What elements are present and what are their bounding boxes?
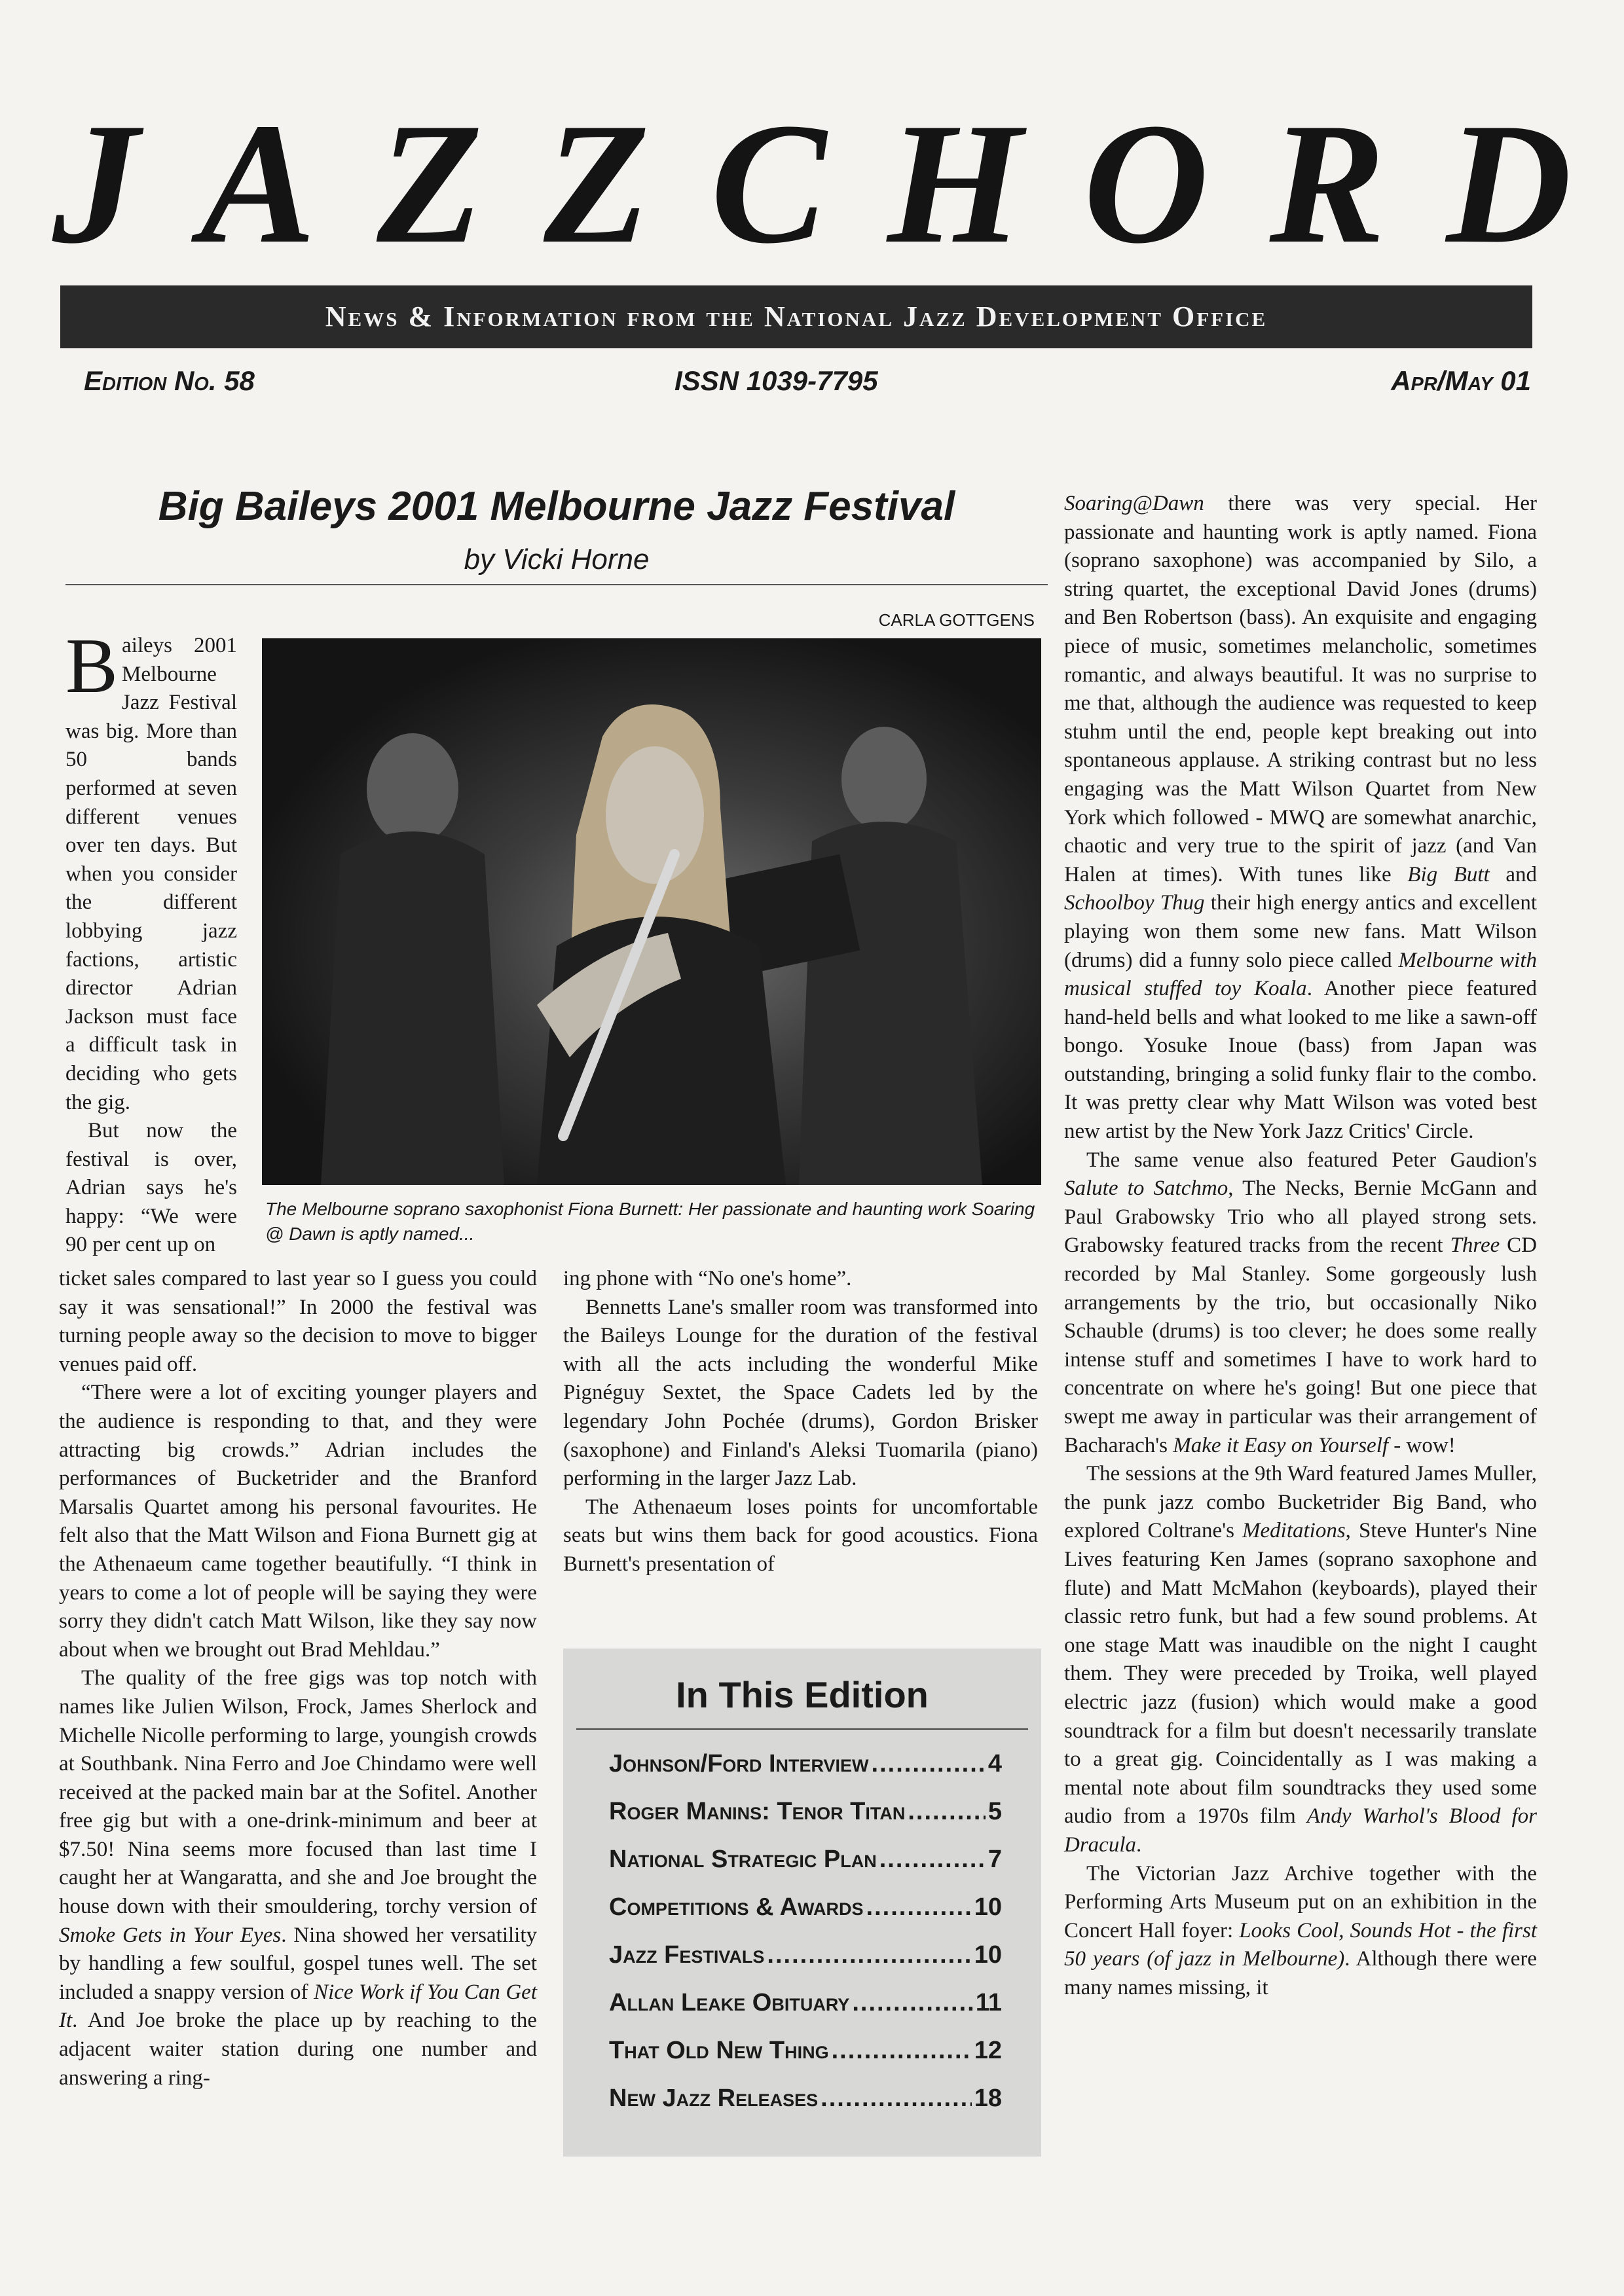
contents-item-label: Roger Manins: Tenor Titan <box>609 1798 906 1825</box>
photo-illustration <box>262 638 1041 1185</box>
contents-item[interactable] <box>609 2037 1002 2085</box>
in-this-edition-box <box>563 1649 1041 2157</box>
contents-item[interactable] <box>609 1989 1002 2037</box>
lead-text: aileys 2001 Melbourne Jazz Festival was big. More than 50 bands performed at seven different venues over ten days. But when you consider the different lobbying jazz factions, artistic director Adrian Jackson must face a difficult task in deciding who gets the gig. <box>65 634 237 1114</box>
leader-dots <box>767 1941 971 1969</box>
article-paragraph <box>1064 1146 1537 1461</box>
song-title: Nice Work if You Can Get It <box>59 1980 537 2033</box>
contents-list <box>609 1750 1002 2132</box>
photo-caption: The Melbourne soprano saxophonist Fiona Burnett: Her passionate and haunting work Soaring @ Dawn is aptly named... <box>265 1199 1035 1244</box>
contents-item[interactable] <box>609 1750 1002 1798</box>
masthead-letter: D <box>1446 87 1572 280</box>
masthead-letter: C <box>710 87 827 280</box>
issn: ISSN 1039-7795 <box>674 365 878 396</box>
contents-item-label: That Old New Thing <box>609 2037 829 2064</box>
contents-item-page: 10 <box>974 1893 1002 1921</box>
masthead-letter: Z <box>544 87 650 280</box>
article-lead-column <box>65 622 237 1260</box>
contents-item[interactable] <box>609 1941 1002 1989</box>
edition-date: Apr/May 01 <box>1391 365 1531 396</box>
drop-cap: B <box>65 622 119 709</box>
text-run: there was very special. Her passionate and haunting work is aptly named. Fiona (soprano saxophone) was accompanied by Silo, a string quartet, the exceptional David Jones (drums) and Ben Robertson (bass). An exquisite and engaging piece of music, sometimes melancholic, sometimes romantic, and always beautiful. It was no surprise to me that, although the audience was requested to keep stuhm until the end, people kept breaking out into spontaneous applause. A striking contrast but no less engaging was the Matt Wilson Quartet from New York which followed - MWQ are somewhat anarchic, chaotic and very true to the spirit of jazz (and Van Halen at times). With tunes like <box>1064 492 1537 886</box>
text-run: CD recorded by Mal Stanley. Some gorgeously lush arrangements by the trio, but occasionally Niko Schauble (drums) is too clever; he does some really intense stuff and sometimes I have to work hard to concentrate on where he's going! But one piece that swept me away in particular was their arrangement of Bacharach's <box>1064 1233 1537 1457</box>
tune-title: Schoolboy Thug <box>1064 891 1205 915</box>
text-run: . Although there were many names missing, it <box>1064 1947 1537 1999</box>
leader-dots <box>908 1798 986 1826</box>
article-paragraph <box>1064 1860 1537 2003</box>
article-paragraph: Bennetts Lane's smaller room was transformed into the Baileys Lounge for the duration of the festival with all the acts including the wonderful Mike Pignéguy Sextet, the Space Cadets led by the legendary John Pochée (drums), Gordon Brisker (saxophone) and Finland's Aleksi Tuomarila (piano) performing in the larger Jazz Lab. <box>563 1295 1038 1491</box>
text-run: . And Joe broke the place up by reaching to the adjacent waiter station during one number and answering a ring- <box>59 2009 537 2090</box>
piece-title: Melbourne with musical stuffed toy Koala <box>1064 948 1537 1001</box>
contents-item[interactable] <box>609 2085 1002 2132</box>
article-paragraph: ticket sales compared to last year so I guess you could say it was sensational!” In 2000 the festival was turning people away so the decision to move to bigger venues paid off. <box>59 1267 537 1376</box>
film-title: Andy Warhol's Blood for Dracula <box>1064 1804 1537 1857</box>
article-paragraph <box>1064 1460 1537 1859</box>
text-run: The same venue also featured Peter Gaudion's <box>1086 1148 1537 1172</box>
text-run: . Nina showed her versatility by handling a few soulful, gospel tunes well. The set included a snappy version of <box>59 1923 538 2004</box>
article-column-1 <box>59 1265 537 2092</box>
contents-item-label: Allan Leake Obituary <box>609 1989 850 2016</box>
masthead-letter: A <box>200 87 316 280</box>
leader-dots <box>879 1846 986 1874</box>
article-headline: Big Baileys 2001 Melbourne Jazz Festival <box>158 484 955 529</box>
masthead-title <box>52 87 1572 280</box>
contents-item-label: Johnson/Ford Interview <box>609 1750 869 1777</box>
contents-item-page: 7 <box>987 1846 1002 1873</box>
exhibition-title: Looks Cool, Sounds Hot - the first 50 years (of jazz in Melbourne) <box>1064 1918 1538 1971</box>
text-run: The Victorian Jazz Archive together with the Performing Arts Museum put on an exhibition in the Concert Hall foyer: <box>1064 1861 1537 1942</box>
masthead-letter: R <box>1269 87 1386 280</box>
article-byline: by Vicki Horne <box>464 543 650 575</box>
article-paragraph <box>59 1664 537 2092</box>
text-run: , The Necks, Bernie McGann and Paul Grabowsky Trio who all played strong sets. Grabowsky featured tracks from the recent <box>1064 1176 1537 1258</box>
song-title: Make it Easy on Yourself <box>1173 1433 1389 1457</box>
saxophonist-photo <box>262 638 1041 1185</box>
text-run: The sessions at the 9th Ward featured James Muller, the punk jazz combo Bucketrider Big Band, who explored Coltrane's <box>1064 1462 1537 1543</box>
violinist-left-head <box>367 733 458 845</box>
violinist-left-body <box>321 831 504 1185</box>
article-paragraph: But now the festival is over, Adrian says he's happy: “We were 90 per cent up on <box>65 1119 237 1257</box>
album-title: Three <box>1450 1233 1500 1258</box>
contents-item-page: 4 <box>987 1750 1002 1777</box>
article-paragraph: ing phone with “No one's home”. <box>563 1267 852 1290</box>
masthead-letter: Z <box>377 87 483 280</box>
leader-dots <box>866 1893 972 1922</box>
contents-item-label: Competitions & Awards <box>609 1893 864 1921</box>
box-divider <box>576 1728 1028 1730</box>
article-column-3 <box>1064 490 1537 2002</box>
show-title: Salute to Satchmo <box>1064 1176 1228 1201</box>
in-this-edition-title: In This Edition <box>676 1674 929 1715</box>
photo-credit: CARLA GOTTGENS <box>878 610 1035 630</box>
text-run: The quality of the free gigs was top notch with names like Julien Wilson, Frock, James Sherlock and Michelle Nicolle performing to large, youngish crowds at Southbank. Nina Ferro and Joe Chindamo were well received at the packed main bar at the Sofitel. Another free gig but with a one-drink-minimum and beer at $7.50! Nina seems more focused than last time I caught her at Wangaratta, and she and Joe brought the house down with their smouldering, torchy version of <box>59 1666 537 1919</box>
contents-item-label: National Strategic Plan <box>609 1846 877 1873</box>
song-title: Smoke Gets in Your Eyes <box>59 1923 282 1947</box>
text-run: , Steve Hunter's Nine Lives featuring Ken James (soprano saxophone and flute) and Matt McMahon (keyboards), played their classic retro funk, but had a few sound problems. At one stage Matt was inaudible on the night I caught them. They were preceded by Troika, well played electric jazz (fusion) which would make a good soundtrack for a film but doesn't necessarily translate to a great gig. Coincidentally as I was making a mental note about film soundtracks they used some audio from a 1970s film <box>1064 1519 1538 1829</box>
contents-item[interactable] <box>609 1798 1002 1846</box>
edition-number: Edition No. 58 <box>84 365 255 396</box>
contents-item-page: 11 <box>975 1989 1002 2016</box>
article-paragraph: “There were a lot of exciting younger players and the audience is responding to that, and they were attracting big crowds.” Adrian includes the performances of Bucketrider and the Branford Marsalis Quartet among his personal favourites. He felt also that the Matt Wilson and Fiona Burnett gig at the Athenaeum came together beautifully. “I think in years to come a lot of people will be saying they were sorry they didn't catch Matt Wilson, like they say now about when we brought out Brad Mehldau.” <box>59 1381 537 1662</box>
headline-divider <box>65 584 1048 585</box>
contents-item-page: 12 <box>974 2037 1002 2064</box>
leader-dots <box>852 1989 973 2017</box>
saxophonist-face <box>606 746 704 884</box>
text-run: . <box>1136 1832 1142 1857</box>
masthead-banner: News & Information from the National Jazz Development Office <box>60 285 1532 348</box>
text-run: . Another piece featured hand-held bells and what looked to me like a sawn-off bongo. Yosuke Inoue (bass) from Japan was outstanding, bringing a solid funky flair to the combo. It was pretty clear why Matt Wilson was voted best new artist by the New York Jazz Critics' Circle. <box>1064 977 1537 1144</box>
leader-dots <box>872 1750 986 1778</box>
lead-paragraph <box>65 622 237 1117</box>
violinist-right-head <box>841 727 927 831</box>
article-column-2 <box>563 1265 1038 1579</box>
article-paragraph <box>1064 490 1537 1146</box>
contents-item-label: New Jazz Releases <box>609 2085 819 2112</box>
tune-title: Big Butt <box>1407 862 1490 886</box>
contents-item-page: 5 <box>987 1798 1002 1825</box>
work-title: Soaring@Dawn <box>1064 492 1204 515</box>
masthead-letter: H <box>887 87 1023 280</box>
contents-item-label: Jazz Festivals <box>609 1941 765 1969</box>
article-paragraph: The Athenaeum loses points for uncomfortable seats but wins them back for good acoustics. Fiona Burnett's presentation of <box>563 1495 1038 1576</box>
text-run: - wow! <box>1388 1433 1456 1457</box>
album-title: Meditations <box>1242 1519 1346 1543</box>
text-run: their high energy antics and excellent playing won them some new fans. Matt Wilson (drums) did a funny solo piece called <box>1064 891 1537 972</box>
masthead-letter: O <box>1083 87 1209 280</box>
contents-item[interactable] <box>609 1846 1002 1893</box>
masthead-letter: J <box>52 87 139 280</box>
contents-item-page: 18 <box>974 2085 1002 2112</box>
text-run: and <box>1489 862 1538 886</box>
contents-item-page: 10 <box>974 1941 1002 1969</box>
leader-dots <box>821 2085 972 2113</box>
leader-dots <box>832 2037 972 2065</box>
contents-item[interactable] <box>609 1893 1002 1941</box>
